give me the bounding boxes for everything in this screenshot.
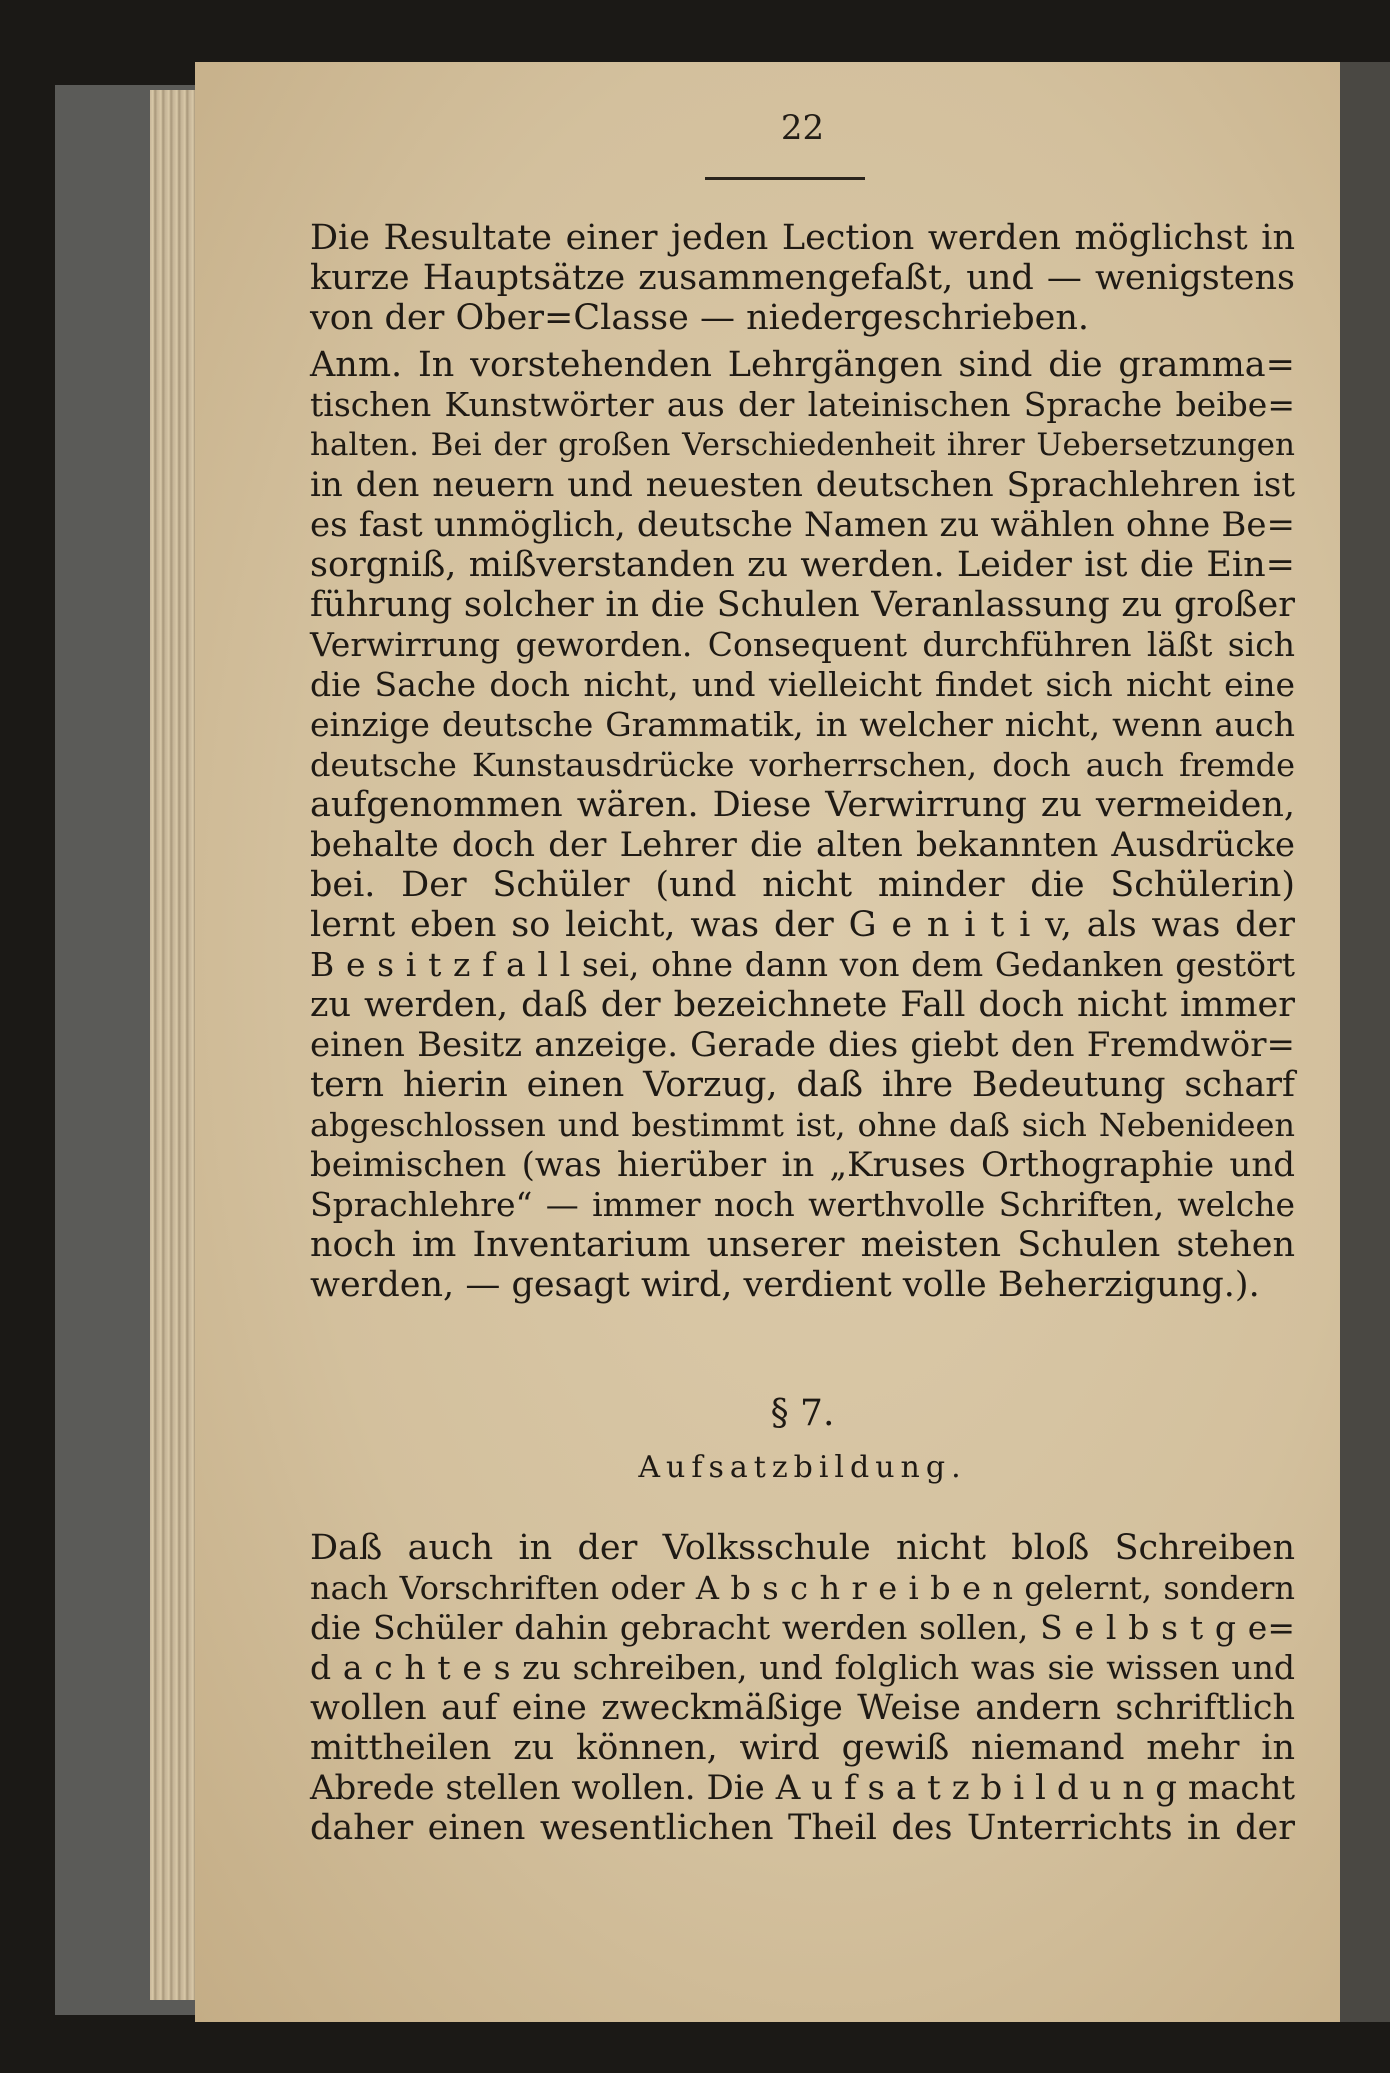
text-line: abgeschlossen und bestimmt ist, ohne daß sich Nebenideen <box>310 1106 1295 1144</box>
text-line: tischen Kunstwörter aus der lateinischen Sprache beibe= <box>310 385 1295 424</box>
text-line: daher einen wesentlichen Theil des Unterrichts in der <box>310 1808 1295 1848</box>
text-line: Anm. In vorstehenden Lehrgängen sind die gramma= <box>310 345 1295 385</box>
text-line: Die Resultate einer jeden Lection werden möglichst in <box>310 218 1295 258</box>
text-line: behalte doch der Lehrer die alten bekannten Ausdrücke <box>310 825 1295 865</box>
text-line: bei. Der Schüler (und nicht minder die Schülerin) <box>310 865 1295 905</box>
text-line: beimischen (was hierüber in „Kruses Orthographie und <box>310 1145 1295 1185</box>
header-rule <box>705 177 865 180</box>
text-line: kurze Hauptsätze zusammengefaßt, und — wenigstens <box>310 258 1295 298</box>
section-number: § 7. <box>770 1393 835 1434</box>
text-line: Sprachlehre“ — immer noch werthvolle Schriften, welche <box>310 1185 1295 1224</box>
text-line: noch im Inventarium unserer meisten Schulen stehen <box>310 1225 1295 1265</box>
text-line: tern hierin einen Vorzug, daß ihre Bedeutung scharf <box>310 1065 1295 1105</box>
paragraph-results <box>310 218 1295 338</box>
text-line: Abrede stellen wollen. Die A u f s a t z b i l d u n g macht <box>310 1768 1295 1808</box>
text-line: Daß auch in der Volksschule nicht bloß Schreiben <box>310 1528 1295 1568</box>
text-line: Verwirrung geworden. Consequent durchführen läßt sich <box>310 625 1295 664</box>
right-page-edge <box>1340 62 1390 2022</box>
text-line: lernt eben so leicht, was der G e n i t i v, als was der <box>310 905 1295 945</box>
text-line: es fast unmöglich, deutsche Namen zu wählen ohne Be= <box>310 505 1295 545</box>
text-line: mittheilen zu können, wird gewiß niemand mehr in <box>310 1728 1295 1768</box>
paragraph-essay <box>310 1528 1295 1848</box>
text-line: von der Ober=Classe — niedergeschrieben. <box>310 298 1090 338</box>
text-line: einzige deutsche Grammatik, in welcher nicht, wenn auch <box>310 705 1295 744</box>
text-line: aufgenommen wären. Diese Verwirrung zu vermeiden, <box>310 785 1295 825</box>
text-line: die Schüler dahin gebracht werden sollen, S e l b s t g e= <box>310 1608 1295 1647</box>
text-line: einen Besitz anzeige. Gerade dies giebt den Fremdwör= <box>310 1025 1295 1065</box>
text-line: wollen auf eine zweckmäßige Weise andern schriftlich <box>310 1688 1295 1728</box>
text-line: d a c h t e s zu schreiben, und folglich was sie wissen und <box>310 1648 1295 1687</box>
text-line: zu werden, daß der bezeichnete Fall doch nicht immer <box>310 985 1295 1025</box>
text-line: werden, — gesagt wird, verdient volle Beherzigung.). <box>310 1265 1260 1305</box>
text-line: sorgniß, mißverstanden zu werden. Leider ist die Ein= <box>310 545 1295 585</box>
text-line: halten. Bei der großen Verschiedenheit ihrer Uebersetzungen <box>310 427 1295 463</box>
paragraph-annotation <box>310 345 1295 1305</box>
text-line: B e s i t z f a l l sei, ohne dann von dem Gedanken gestört <box>310 945 1295 984</box>
text-line: die Sache doch nicht, und vielleicht findet sich nicht eine <box>310 665 1295 704</box>
text-line: nach Vorschriften oder A b s c h r e i b e n gelernt, sondern <box>310 1569 1295 1607</box>
text-line: führung solcher in die Schulen Veranlassung zu großer <box>310 585 1295 625</box>
text-line: deutsche Kunstausdrücke vorherrschen, doch auch fremde <box>310 746 1295 784</box>
section-title: Aufsatzbildung. <box>638 1450 967 1485</box>
page-number: 22 <box>780 108 825 148</box>
text-line: in den neuern und neuesten deutschen Sprachlehren ist <box>310 465 1295 505</box>
